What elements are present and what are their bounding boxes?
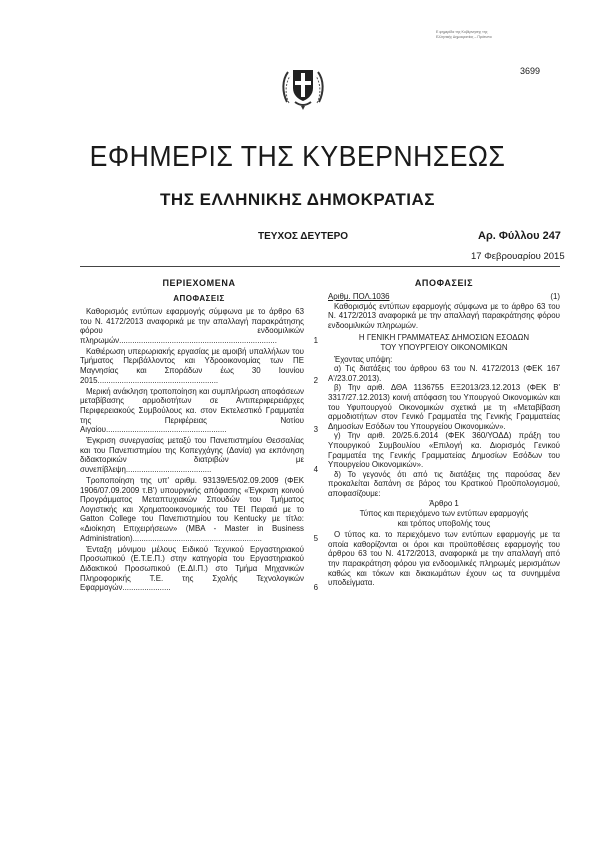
issue-date: 17 Φεβρουαρίου 2015	[471, 251, 565, 262]
toc-item-text: Καθιέρωση υπερωριακής εργασίας με αμοιβή υπαλλήλων του Τμήματος Περιβάλλοντος και Υδροοικονομίας των ΠΕ Μαγνησίας και Σποράδων έως 30 Ιουνίου 2015.......................................................	[80, 346, 304, 385]
decision-ref-mark: (1)	[550, 292, 560, 301]
article-text: Ο τύπος κα. το περιεχόμενο των εντύπων εφαρμογής με τα οποία καθορίζονται οι όροι και προϋποθέσεις εφαρμογής του άρθρου 63 του Ν. 4172/2013, αναφορικά με την απαλλαγή από την παρακράτηση φόρου για ενδοομιλικές πληρωμές μερισμάτων καθώς και τόκων και δικαιωμάτων έχουν ως τα συνημμένα υποδείγματα.	[328, 530, 560, 588]
toc-item-text: Τροποποίηση της υπ' αριθμ. 93139/Ε5/02.09.2009 (ΦΕΚ 1906/07.09.2009 τ.Β') υπουργικής απόφασης «Έγκριση κοινού Προγράμματος Μεταπτυχιακών Σπουδών του Τμήματος Λογιστικής και Χρηματοοικονομικής του ΤΕΙ Πειραιά με το Gatton College του Πανεπιστημίου του Kentucky με τίτλο: «Διοίκηση Επιχειρήσεων» (MBA - Master in Business Administration)...........................................................	[80, 476, 304, 543]
toc-item-page: 3	[313, 425, 318, 435]
toc-item-page: 6	[313, 583, 318, 593]
legal-basis-paragraph: γ) Την αριθ. 20/25.6.2014 (ΦΕΚ 360/ΥΟΔΔ) πράξη του Υπουργικού Συμβουλίου «Επιλογή κα. Διορισμός Γενικού Γραμματέα της Γενικής Γραμματείας Δημοσίων Εσόδων του Υπουργείου Οικονομικών».	[328, 431, 560, 470]
issue-number: Αρ. Φύλλου 247	[478, 230, 561, 242]
toc-item[interactable]	[80, 545, 318, 593]
corner-note: Ε φημερίδα της Κυβέρνησης της Ελληνικής Δημοκρατίας – Πρότυπο	[436, 30, 492, 39]
header-divider	[80, 266, 560, 267]
issue-series: ΤΕΥΧΟΣ ΔΕΥΤΕΡΟ	[258, 231, 349, 242]
legal-basis-paragraph: β) Την αριθ. ΔΘΑ 1136755 ΕΞ2013/23.12.2013 (ΦΕΚ Β' 3317/27.12.2013) κοινή απόφαση του Υπουργού Οικονομικών και του Υφυπουργού Οικονομικών σχετικά με τη «Μεταβίβαση αρμοδιοτήτων στον Γενικό Γραμματέα της Γενικής Γραμματείας Δημοσίων Εσόδων του Υπουργείου Οικονομικών».	[328, 383, 560, 431]
gazette-title: ΕΦΗΜΕΡΙΣ ΤΗΣ ΚΥΒΕΡΝΗΣΕΩΣ	[89, 141, 506, 173]
authority-line-1: Η ΓΕΝΙΚΗ ΓΡΑΜΜΑΤΕΑΣ ΔΗΜΟΣΙΩΝ ΕΣΟΔΩΝ	[358, 333, 530, 343]
toc-item[interactable]	[80, 307, 318, 345]
contents-column	[80, 278, 318, 594]
toc-item-text: Ένταξη μόνιμου μέλους Ειδικού Τεχνικού Εργαστηριακού Προσωπικού (Ε.Τ.Ε.Π.) στην κατηγορία του Εργαστηριακού Διδακτικού Προσωπικού (Ε.ΔΙ.Π.) στο Τμήμα Μηχανικών Πληροφορικής Τ.Ε. της Σχολής Τεχνολογικών Εφαρμογών......................	[80, 544, 304, 593]
gazette-subtitle: ΤΗΣ ΕΛΛΗΝΙΚΗΣ ΔΗΜΟΚΡΑΤΙΑΣ	[160, 190, 435, 209]
toc-item[interactable]	[80, 476, 318, 543]
authority-line-2: ΤΟΥ ΥΠΟΥΡΓΕΙΟΥ ΟΙΚΟΝΟΜΙΚΩΝ	[380, 342, 508, 352]
toc-item-page: 1	[313, 335, 318, 345]
toc-item-page: 4	[313, 465, 318, 474]
coat-of-arms-emblem	[281, 62, 325, 112]
toc-item[interactable]	[80, 387, 318, 435]
legal-basis-paragraph: α) Τις διατάξεις του άρθρου 63 του Ν. 4172/2013 (ΦΕΚ 167 Α'/23.07.2013).	[328, 364, 560, 383]
article-number: Άρθρο 1	[429, 499, 459, 509]
toc-item[interactable]	[80, 347, 318, 385]
decision-summary: Καθορισμός εντύπων εφαρμογής σύμφωνα με το άρθρο 63 του Ν. 4172/2013 αναφορικά με την απαλλαγή παρακράτησης φόρου ενδοομιλικών πληρωμών.	[328, 301, 560, 330]
contents-subheading: ΑΠΟΦΑΣΕΙΣ	[173, 294, 225, 303]
toc-item-text: Καθορισμός εντύπων εφαρμογής σύμφωνα με το άρθρο 63 του Ν. 4172/2013 αναφορικά με την απαλλαγή παρακράτησης φόρου ενδοομιλικών πληρωμών........................................................................	[80, 307, 304, 345]
article-title-line-2: και τρόπος υποβολής τους	[397, 518, 491, 528]
decision-ref-number: Αριθμ. ΠΟΛ.1036	[328, 292, 390, 301]
legal-basis-paragraph: δ) Το γεγονός ότι από τις διατάξεις της παρούσας δεν προκαλείται δαπάνη σε βάρος του Κρατικού Προϋπολογισμού, αποφασίζουμε:	[328, 469, 560, 498]
decisions-heading: ΑΠΟΦΑΣΕΙΣ	[414, 278, 474, 288]
toc-item-page: 2	[313, 375, 318, 385]
considering-label: Έχοντας υπόψη:	[334, 354, 393, 364]
toc-item-text: Μερική ανάκληση τροποποίηση και συμπλήρωση αποφάσεων μεταβίβασης αρμοδιοτήτων σε Αντιπεριφερειάρχες Περιφερειακούς Συμβούλους κα. στον Εκτελεστικό Γραμματέα της Περιφέρειας Νοτίου Αιγαίου.......................................................	[80, 386, 304, 435]
contents-heading: ΠΕΡΙΕΧΟΜΕΝΑ	[162, 278, 236, 288]
decisions-column	[328, 278, 560, 588]
toc-item[interactable]	[80, 436, 318, 474]
page-number: 3699	[520, 66, 541, 76]
toc-item-text: Έγκριση συνεργασίας μεταξύ του Πανεπιστημίου Θεσσαλίας και του Πανεπιστημίου της Κοπεγχάγης (Δανία) για εκπόνηση διδακτορικών διατριβών με συνεπίβλεψη.......................................	[80, 436, 304, 474]
article-title-line-1: Τύπος και περιεχόμενο των εντύπων εφαρμογής	[359, 509, 529, 519]
decision-reference	[328, 292, 560, 302]
toc-item-page: 5	[313, 533, 318, 543]
